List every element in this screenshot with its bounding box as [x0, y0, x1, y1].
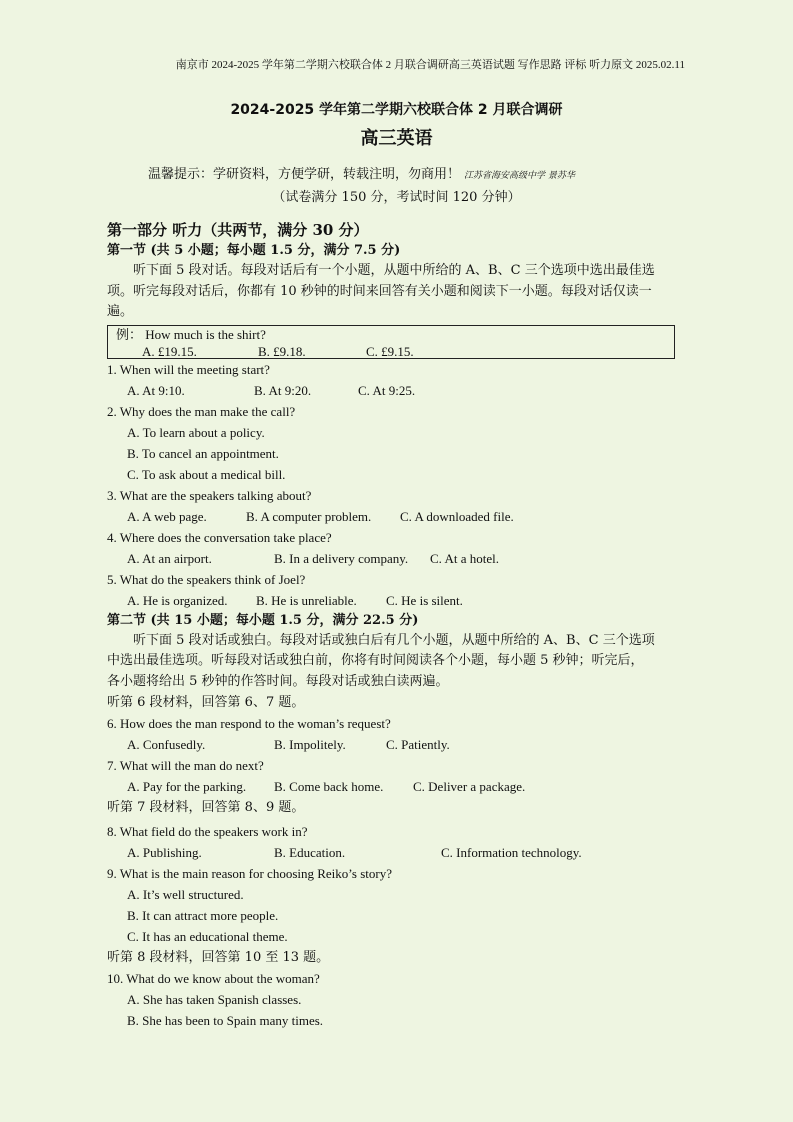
question-1: 1. When will the meeting start?: [107, 361, 270, 377]
option-b: B. A computer problem.: [246, 508, 372, 524]
material-7-note: 听第 7 段材料，回答第 8、9 题。: [107, 800, 305, 815]
option-a: A. She has taken Spanish classes.: [127, 992, 302, 1007]
option-b: B. At 9:20.: [254, 382, 312, 398]
option-c: C. At 9:25.: [358, 382, 416, 398]
tip-text: 温馨提示：学研资料，方便学研，转载注明，勿商用！: [148, 167, 461, 182]
option-a: A. Pay for the parking.: [127, 779, 247, 794]
option-c: C. He is silent.: [386, 592, 463, 608]
options-6: [107, 734, 693, 755]
options-1: [107, 380, 693, 401]
option-a: A. Confusedly.: [127, 737, 206, 752]
option-b: B. Come back home.: [274, 779, 384, 794]
option-c: C. To ask about a medical bill.: [127, 466, 286, 482]
example-question-text: How much is the shirt?: [145, 326, 266, 342]
example-box: [107, 325, 675, 359]
exam-subject: 高三英语: [360, 128, 433, 149]
option-a: A. A web page.: [127, 508, 207, 524]
question-8: 8. What field do the speakers work in?: [107, 824, 308, 839]
option-a: A. He is organized.: [127, 592, 228, 608]
option-a: A. It’s well structured.: [127, 887, 244, 902]
question-5: 5. What do the speakers think of Joel?: [107, 571, 306, 587]
option-a: A. To learn about a policy.: [127, 424, 265, 440]
material-8-note: 听第 8 段材料，回答第 10 至 13 题。: [107, 950, 330, 965]
question-10: 10. What do we know about the woman?: [107, 971, 320, 986]
option-b: B. She has been to Spain many times.: [127, 1013, 324, 1028]
option-a: A. At an airport.: [127, 550, 212, 566]
option-c: C. Deliver a package.: [413, 779, 526, 794]
section1-instructions: [107, 261, 693, 282]
option-a: A. Publishing.: [127, 845, 202, 860]
section2-instructions: [107, 631, 693, 652]
option-b: B. He is unreliable.: [256, 592, 357, 608]
running-header: 南京市 2024-2025 学年第二学期六校联合体 2 月联合调研高三英语试题 写作思路 评标 听力原文 2025.02.11: [175, 59, 685, 71]
option-c: C. Patiently.: [386, 737, 450, 752]
section1-instructions-end: 遍。: [107, 304, 134, 319]
options-8: [107, 842, 693, 863]
options-3: [107, 506, 693, 527]
question-6: 6. How does the man respond to the woman’s request?: [107, 716, 391, 731]
instructions-line: 听下面 5 段对话。每段对话后有一个小题，从题中所给的 A、B、C 三个选项中选出最佳选: [133, 263, 655, 278]
question-7: 7. What will the man do next?: [107, 758, 264, 773]
score-info: （试卷满分 150 分，考试时间 120 分钟）: [272, 190, 521, 205]
example-option-b: B. £9.18.: [258, 343, 306, 359]
option-c: C. It has an educational theme.: [127, 929, 288, 944]
tip-source: 江苏省海安高级中学 景苏华: [464, 171, 575, 181]
option-b: B. To cancel an appointment.: [127, 445, 279, 461]
options-7: [107, 776, 693, 797]
options-5: [107, 590, 693, 611]
part-title: 第一部分 听力（共两节，满分 30 分）: [107, 221, 369, 239]
option-b: B. It can attract more people.: [127, 908, 279, 923]
section2-title: 第二节 (共 15 小题；每小题 1.5 分，满分 22.5 分): [107, 612, 419, 628]
question-9: 9. What is the main reason for choosing Reiko’s story?: [107, 866, 392, 881]
tip-line: [148, 163, 575, 182]
option-b: B. In a delivery company.: [274, 550, 409, 566]
option-b: B. Education.: [274, 845, 346, 860]
question-2: 2. Why does the man make the call?: [107, 403, 296, 419]
example-option-c: C. £9.15.: [366, 343, 414, 359]
option-c: C. At a hotel.: [430, 550, 499, 566]
option-c: C. A downloaded file.: [400, 508, 514, 524]
options-4: [107, 548, 693, 569]
option-c: C. Information technology.: [441, 845, 582, 860]
example-label: 例：: [116, 326, 143, 342]
section2-instructions-cont: 中选出最佳选项。听每段对话或独白前，你将有时间阅读各个小题，每小题 5 秒钟；听完后，: [107, 653, 644, 668]
exam-title: 2024-2025 学年第二学期六校联合体 2 月联合调研: [230, 102, 563, 118]
example-question: [116, 326, 266, 343]
example-option-a: A. £19.15.: [142, 343, 197, 359]
exam-content: [107, 219, 693, 1031]
instructions-line: 听下面 5 段对话或独白。每段对话或独白后有几个小题，从题中所给的 A、B、C 三个选项: [133, 632, 655, 648]
option-a: A. At 9:10.: [127, 382, 185, 398]
section1-instructions-cont: 项。听完每段对话后，你都有 10 秒钟的时间来回答有关小题和阅读下一小题。每段对话仅读一: [107, 283, 652, 299]
material-6-note: 听第 6 段材料，回答第 6、7 题。: [107, 695, 305, 710]
question-4: 4. Where does the conversation take place?: [107, 529, 332, 545]
option-b: B. Impolitely.: [274, 737, 346, 752]
section1-title: 第一节 (共 5 小题；每小题 1.5 分，满分 7.5 分): [107, 243, 401, 258]
question-3: 3. What are the speakers talking about?: [107, 487, 312, 503]
section2-instructions-end: 各小题将给出 5 秒钟的作答时间。每段对话或独白读两遍。: [107, 673, 449, 689]
